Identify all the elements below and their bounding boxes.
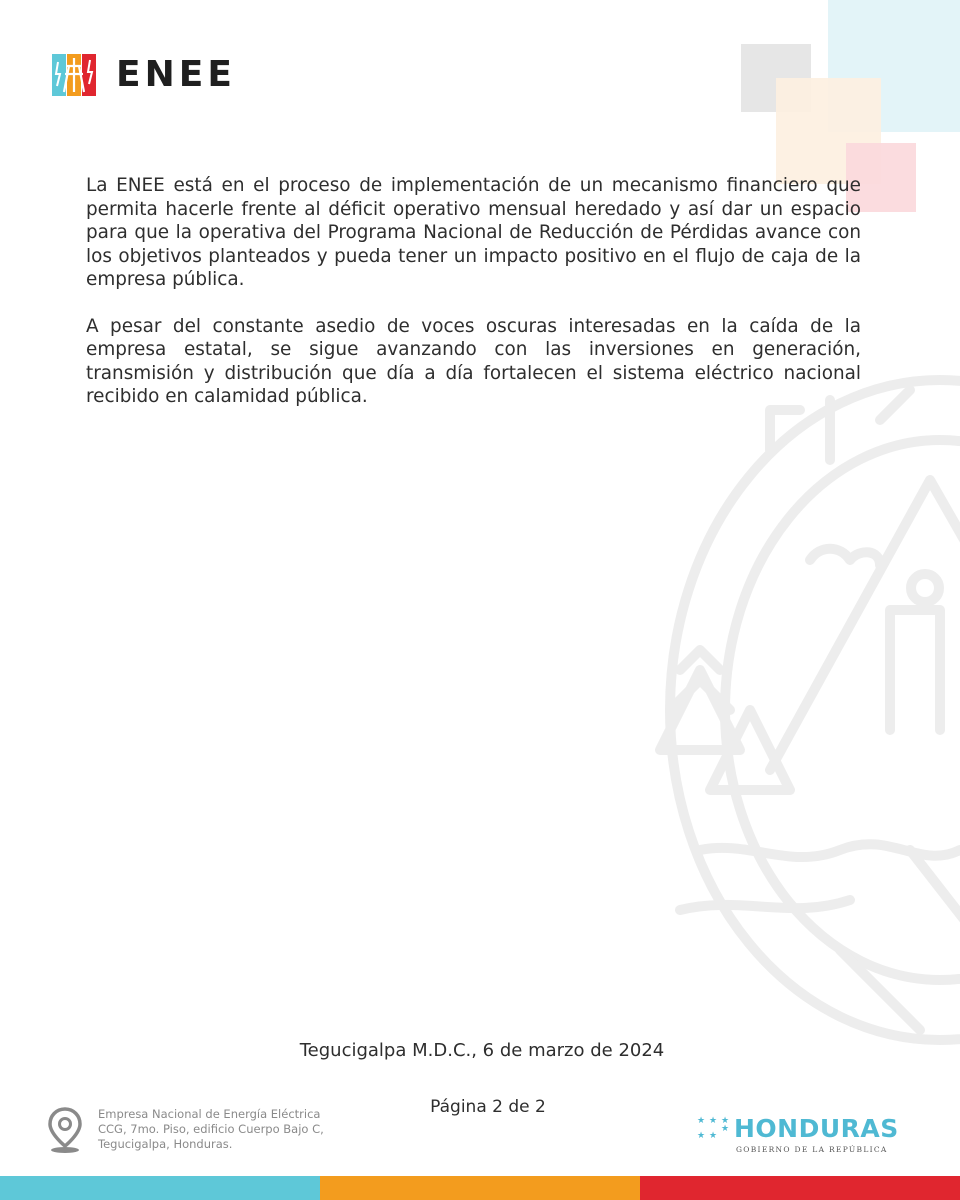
page-number: Página 2 de 2 bbox=[430, 1097, 546, 1117]
svg-text:★: ★ bbox=[697, 1116, 706, 1126]
svg-text:★: ★ bbox=[697, 1131, 706, 1141]
address-line: Empresa Nacional de Energía Eléctrica bbox=[98, 1107, 321, 1121]
svg-text:★: ★ bbox=[709, 1131, 718, 1141]
location-pin-icon bbox=[46, 1106, 84, 1154]
address-line: Tegucigalpa, Honduras. bbox=[98, 1137, 233, 1151]
paragraph: La ENEE está en el proceso de implementación de un mecanismo financiero que permita hacerle frente al déficit operativo mensual heredado y así dar un espacio para que la operativa del Programa Nacional de Reducción de Pérdidas avance con los objetivos planteados y pueda tener un impacto positivo en el flujo de caja de la empresa pública. bbox=[86, 175, 861, 290]
svg-text:★: ★ bbox=[721, 1124, 730, 1134]
enee-logo-icon bbox=[52, 52, 98, 98]
stars-icon bbox=[696, 1114, 732, 1142]
honduras-government-logo bbox=[696, 1114, 899, 1154]
letter-date: Tegucigalpa M.D.C., 6 de marzo de 2024 bbox=[299, 1040, 665, 1061]
footer-bar-red bbox=[640, 1176, 960, 1200]
honduras-wordmark: HONDURAS bbox=[734, 1113, 899, 1143]
paragraph: A pesar del constante asedio de voces oscuras interesadas en la caída de la empresa estatal, se sigue avanzando con las inversiones en generación, transmisión y distribución que día a día fortalecen el sistema eléctrico nacional recibido en calamidad pública. bbox=[86, 315, 861, 407]
footer-bar-cyan bbox=[0, 1176, 320, 1200]
footer-address bbox=[46, 1106, 324, 1154]
address-line: CCG, 7mo. Piso, edificio Cuerpo Bajo C, bbox=[98, 1122, 324, 1136]
svg-text:★: ★ bbox=[709, 1116, 718, 1126]
letter-body bbox=[86, 174, 861, 432]
svg-text:★: ★ bbox=[721, 1116, 730, 1126]
government-subtitle: GOBIERNO DE LA REPÚBLICA bbox=[736, 1145, 888, 1154]
footer-bar-orange bbox=[320, 1176, 640, 1200]
logo-text: ENEE bbox=[116, 54, 236, 95]
enee-logo bbox=[52, 52, 236, 98]
